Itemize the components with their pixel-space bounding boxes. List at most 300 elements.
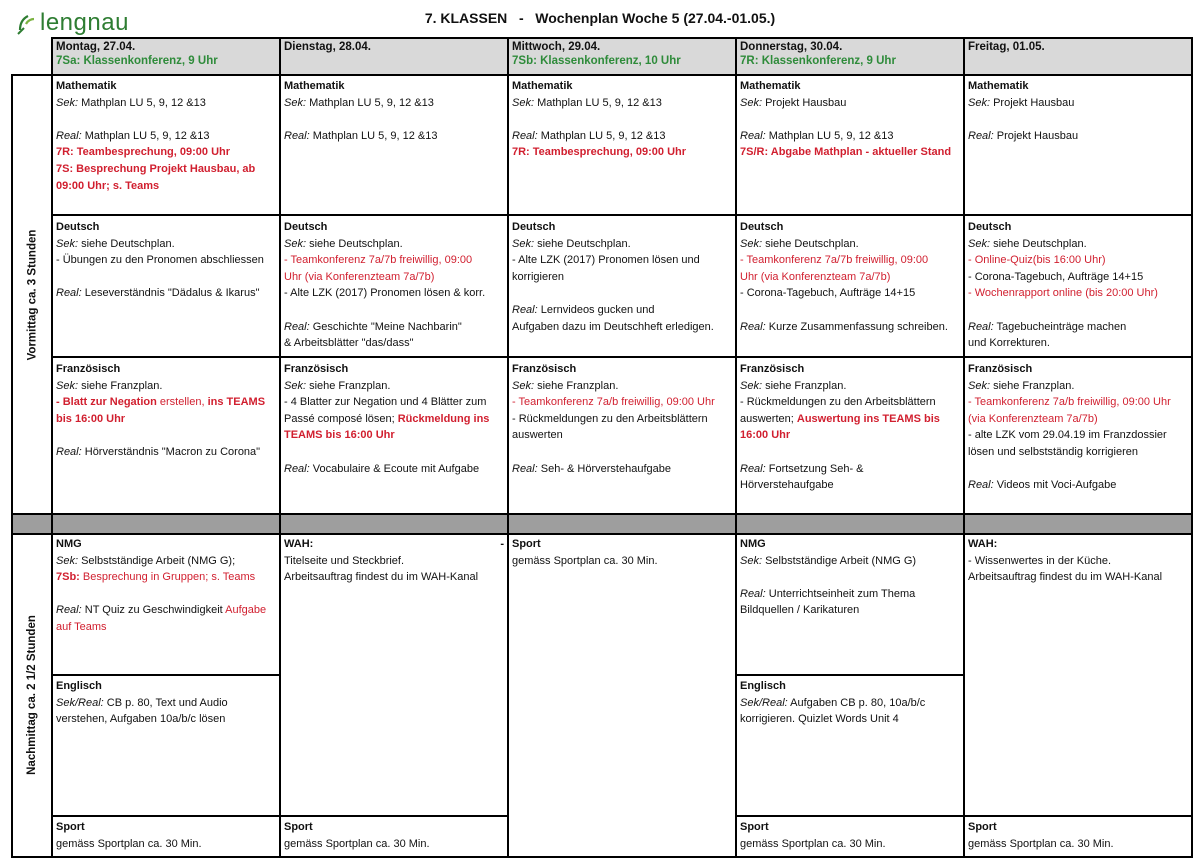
cell-line xyxy=(56,144,276,161)
cell-line xyxy=(740,95,960,112)
subject-title: WAH: xyxy=(968,538,998,550)
subject-title: Englisch xyxy=(740,680,786,692)
cell-friday-mathematik xyxy=(964,76,1192,214)
cell-line xyxy=(740,302,960,319)
cell-line xyxy=(968,378,1188,395)
cell-line xyxy=(968,128,1188,145)
text-segment: Mathplan LU 5, 9, 12 &13 xyxy=(81,129,210,142)
text-segment: - 4 Blatter zur Negation und 4 Blätter zum xyxy=(284,396,487,409)
text-segment: Sek: xyxy=(56,96,79,109)
grid-line xyxy=(51,37,1193,39)
cell-line xyxy=(284,269,504,286)
subject-title: Deutsch xyxy=(56,221,100,233)
text-segment: Bildquellen / Karikaturen xyxy=(740,604,860,617)
text-segment: erstellen, xyxy=(156,396,208,409)
cell-line xyxy=(512,302,732,319)
subject-title: Deutsch xyxy=(740,221,784,233)
text-segment: Sek: xyxy=(56,379,79,392)
subject-title: Sport xyxy=(740,821,769,833)
day-header-tuesday xyxy=(280,38,508,74)
subject-title-extra: - xyxy=(500,538,504,550)
text-segment: Sek: xyxy=(284,96,307,109)
text-segment: Real: xyxy=(512,129,538,142)
text-segment: - Teamkonferenz 7a/7b freiwillig, 09:00 xyxy=(284,254,473,267)
subject-title: Sport xyxy=(968,821,997,833)
cell-line xyxy=(56,711,276,728)
cell-line xyxy=(512,269,732,286)
text-segment: und Korrekturen. xyxy=(968,337,1050,350)
cell-line xyxy=(56,569,276,586)
cell-line xyxy=(968,836,1188,853)
text-segment: gemäss Sportplan ca. 30 Min. xyxy=(968,837,1114,850)
text-segment: siehe Deutschplan. xyxy=(534,237,631,250)
cell-line xyxy=(968,394,1188,411)
cell-line xyxy=(56,619,276,636)
cell-line xyxy=(968,285,1188,302)
cell-line xyxy=(968,553,1188,570)
text-segment: Projekt Hausbau xyxy=(993,129,1079,142)
subject-title: Französisch xyxy=(968,363,1033,375)
cell-line xyxy=(56,252,276,269)
cell-monday-mathematik xyxy=(52,76,280,214)
text-segment: - Teamkonferenz 7a/b freiwillig, 09:00 Uhr xyxy=(968,396,1171,409)
cell-line xyxy=(512,111,732,128)
subject-title: Sport xyxy=(284,821,313,833)
text-segment: Lernvideos gucken und xyxy=(537,303,655,316)
text-segment: - Rückmeldungen zu den Arbeitsblättern xyxy=(740,396,936,409)
text-segment: Mathplan LU 5, 9, 12 &13 xyxy=(534,96,662,109)
text-segment: - alte LZK vom 29.04.19 im Franzdossier xyxy=(968,429,1167,442)
grid-line xyxy=(11,513,1193,515)
cell-line xyxy=(56,553,276,570)
cell-line xyxy=(512,128,732,145)
cell-line xyxy=(56,695,276,712)
cell-friday-franzoesisch xyxy=(964,359,1192,513)
text-segment: Sek: xyxy=(968,379,991,392)
grid-line xyxy=(51,37,53,858)
cell-thursday-deutsch xyxy=(736,217,964,357)
cell-line xyxy=(740,378,960,395)
text-segment: Auswertung ins TEAMS bis xyxy=(796,412,940,425)
cell-line xyxy=(740,602,960,619)
cell-line xyxy=(512,319,732,336)
cell-line xyxy=(740,252,960,269)
cell-line xyxy=(284,569,504,586)
text-segment: Sek: xyxy=(740,379,763,392)
cell-friday-sport xyxy=(964,817,1192,857)
text-segment: 7Sb: xyxy=(56,571,80,584)
text-segment: Selbstständige Arbeit (NMG G) xyxy=(762,554,917,567)
text-segment: Unterrichtseinheit zum Thema xyxy=(765,587,916,600)
text-segment: 7R: Teambesprechung, 09:00 Uhr xyxy=(56,146,231,159)
side-label-afternoon xyxy=(12,534,52,856)
cell-line xyxy=(284,553,504,570)
text-segment: Real: xyxy=(968,320,994,333)
subject-title: Mathematik xyxy=(56,80,117,92)
cell-monday-sport xyxy=(52,817,280,857)
side-label-morning-text: Vormittag ca. 3 Stunden xyxy=(26,229,38,361)
text-segment: Geschichte "Meine Nachbarin" xyxy=(309,320,462,333)
cell-line xyxy=(56,394,276,411)
cell-line xyxy=(968,461,1188,478)
text-segment: Selbstständige Arbeit (NMG G); xyxy=(78,554,236,567)
cell-line xyxy=(56,161,276,178)
day-header-thursday xyxy=(736,38,964,74)
grid-line xyxy=(52,674,280,676)
cell-line xyxy=(512,461,732,478)
text-segment: TEAMS bis 16:00 Uhr xyxy=(284,429,395,442)
side-label-afternoon-text: Nachmittag ca. 2 1/2 Stunden xyxy=(26,615,39,775)
cell-line xyxy=(740,553,960,570)
text-segment: Passé composé lösen; xyxy=(284,412,398,425)
grid-line xyxy=(279,37,281,858)
cell-line xyxy=(284,461,504,478)
text-segment: Fortsetzung Seh- & xyxy=(765,462,864,475)
subject-title: Französisch xyxy=(284,363,349,375)
cell-line xyxy=(968,252,1188,269)
text-segment: bis 16:00 Uhr xyxy=(56,412,126,425)
cell-line xyxy=(968,95,1188,112)
text-segment: Tagebucheinträge machen xyxy=(993,320,1127,333)
cell-thursday-englisch xyxy=(736,676,964,814)
cell-line xyxy=(740,285,960,302)
grid-line xyxy=(52,214,1193,216)
cell-line xyxy=(512,378,732,395)
cell-wednesday-mathematik xyxy=(508,76,736,214)
text-segment: Real: xyxy=(512,303,538,316)
cell-line xyxy=(284,319,504,336)
cell-line xyxy=(56,411,276,428)
text-segment: Hörverständnis "Macron zu Corona" xyxy=(81,445,261,458)
cell-line xyxy=(284,335,504,352)
cell-line xyxy=(56,586,276,603)
text-segment: Leseverständnis "Dädalus & Ikarus" xyxy=(81,287,260,300)
cell-tuesday-deutsch xyxy=(280,217,508,357)
cell-line xyxy=(284,444,504,461)
cell-line xyxy=(968,411,1188,428)
cell-line xyxy=(512,411,732,428)
cell-line xyxy=(740,461,960,478)
cell-line xyxy=(512,553,732,570)
text-segment: - Wochenrapport online (bis 20:00 Uhr) xyxy=(968,287,1158,300)
grid-line xyxy=(507,37,509,858)
text-segment: - Alte LZK (2017) Pronomen lösen und xyxy=(512,254,700,267)
grid-line xyxy=(1191,37,1193,858)
day-header-friday xyxy=(964,38,1192,74)
text-segment: lösen und selbstständig korrigieren xyxy=(968,445,1138,458)
cell-line xyxy=(56,427,276,444)
cell-line xyxy=(284,427,504,444)
text-segment: Sek: xyxy=(284,237,307,250)
text-segment: korrigieren. Quizlet Words Unit 4 xyxy=(740,713,899,726)
cell-line xyxy=(740,711,960,728)
text-segment: auf Teams xyxy=(56,620,107,633)
text-segment: gemäss Sportplan ca. 30 Min. xyxy=(512,554,658,567)
text-segment: Sek: xyxy=(968,96,991,109)
day-date: Donnerstag, 30.04. xyxy=(740,41,843,53)
text-segment: Projekt Hausbau xyxy=(990,96,1075,109)
cell-line xyxy=(512,394,732,411)
text-segment: Sek: xyxy=(740,237,763,250)
cell-line xyxy=(512,285,732,302)
grid-line xyxy=(52,356,1193,358)
grid-line xyxy=(11,856,1193,858)
text-segment: Real: xyxy=(740,587,766,600)
day-note: 7Sb: Klassenkonferenz, 10 Uhr xyxy=(512,55,681,67)
subject-title: Sport xyxy=(512,538,541,550)
text-segment: siehe Franzplan. xyxy=(306,379,391,392)
cell-line xyxy=(56,128,276,145)
text-segment: siehe Franzplan. xyxy=(990,379,1075,392)
text-segment: Sek/Real: xyxy=(56,696,104,709)
cell-line xyxy=(512,95,732,112)
text-segment: Mathplan LU 5, 9, 12 &13 xyxy=(309,129,438,142)
subject-title: Deutsch xyxy=(512,221,556,233)
text-segment: siehe Deutschplan. xyxy=(78,237,175,250)
cell-line xyxy=(740,836,960,853)
subject-title: Mathematik xyxy=(740,80,801,92)
cell-line xyxy=(512,144,732,161)
day-header-wednesday xyxy=(508,38,736,74)
text-segment: Vocabulaire & Ecoute mit Aufgabe xyxy=(309,462,480,475)
lunch-divider-band xyxy=(12,514,1192,534)
text-segment: auswerten; xyxy=(740,412,797,425)
text-segment: siehe Deutschplan. xyxy=(762,237,859,250)
subject-title: NMG xyxy=(56,538,82,550)
day-note: 7R: Klassenkonferenz, 9 Uhr xyxy=(740,55,896,67)
text-segment: siehe Franzplan. xyxy=(762,379,847,392)
subject-title: Deutsch xyxy=(284,221,328,233)
cell-line xyxy=(56,378,276,395)
text-segment: - Alte LZK (2017) Pronomen lösen & korr. xyxy=(284,287,486,300)
cell-line xyxy=(284,302,504,319)
cell-monday-deutsch xyxy=(52,217,280,357)
text-segment: Uhr (via Konferenzteam 7a/7b) xyxy=(284,270,435,283)
cell-line xyxy=(968,427,1188,444)
grid-line xyxy=(735,37,737,858)
cell-line xyxy=(56,111,276,128)
cell-line xyxy=(968,569,1188,586)
subject-title: Mathematik xyxy=(968,80,1029,92)
text-segment: Mathplan LU 5, 9, 12 &13 xyxy=(78,96,206,109)
page-title: 7. KLASSEN - Wochenplan Woche 5 (27.04.-01.05.) xyxy=(424,10,776,26)
text-segment: Sek/Real: xyxy=(740,696,788,709)
cell-line xyxy=(284,95,504,112)
subject-title: Französisch xyxy=(740,363,805,375)
cell-thursday-sport xyxy=(736,817,964,857)
text-segment: - Corona-Tagebuch, Aufträge 14+15 xyxy=(740,287,916,300)
text-segment: Mathplan LU 5, 9, 12 &13 xyxy=(765,129,894,142)
text-segment: Real: xyxy=(284,462,310,475)
subject-title-text: WAH: xyxy=(284,538,314,550)
subject-title: Mathematik xyxy=(512,80,573,92)
cell-line xyxy=(968,236,1188,253)
text-segment: siehe Franzplan. xyxy=(78,379,163,392)
text-segment: - Teamkonferenz 7a/b freiwillig, 09:00 Uhr xyxy=(512,396,715,409)
cell-tuesday-wah xyxy=(280,534,508,814)
text-segment: - Corona-Tagebuch, Aufträge 14+15 xyxy=(968,270,1144,283)
text-segment: Projekt Hausbau xyxy=(762,96,847,109)
text-segment: 7S: Besprechung Projekt Hausbau, ab xyxy=(56,162,256,175)
text-segment: Mathplan LU 5, 9, 12 &13 xyxy=(537,129,666,142)
grid-line xyxy=(11,533,1193,535)
text-segment: Aufgabe xyxy=(225,604,267,617)
cell-line xyxy=(740,477,960,494)
text-segment: Real: xyxy=(740,462,766,475)
day-note: 7Sa: Klassenkonferenz, 9 Uhr xyxy=(56,55,218,67)
cell-line xyxy=(968,302,1188,319)
cell-line xyxy=(740,269,960,286)
cell-line xyxy=(740,586,960,603)
grid-line xyxy=(11,74,1193,76)
text-segment: 7R: Teambesprechung, 09:00 Uhr xyxy=(512,146,687,159)
text-segment: (via Konferenzteam 7a/7b) xyxy=(968,412,1098,425)
cell-monday-franzoesisch xyxy=(52,359,280,513)
cell-monday-englisch xyxy=(52,676,280,814)
cell-line xyxy=(284,111,504,128)
text-segment: - Wissenwertes in der Küche. xyxy=(968,554,1112,567)
grid-line xyxy=(736,674,964,676)
text-segment: Hörverstehaufgabe xyxy=(740,479,834,492)
subject-title: Mathematik xyxy=(284,80,345,92)
day-date: Freitag, 01.05. xyxy=(968,41,1045,53)
cell-line xyxy=(284,252,504,269)
cell-line xyxy=(740,144,960,161)
cell-line xyxy=(968,444,1188,461)
cell-line xyxy=(740,444,960,461)
cell-line xyxy=(56,178,276,195)
day-header-monday xyxy=(52,38,280,74)
text-segment: korrigieren xyxy=(512,270,564,283)
text-segment: Real: xyxy=(512,462,538,475)
cell-tuesday-franzoesisch xyxy=(280,359,508,513)
cell-line xyxy=(740,394,960,411)
text-segment: - Teamkonferenz 7a/7b freiwillig, 09:00 xyxy=(740,254,929,267)
cell-friday-wah xyxy=(964,534,1192,814)
text-segment: NT Quiz zu Geschwindigkeit xyxy=(81,604,226,617)
cell-line xyxy=(56,236,276,253)
text-segment: Sek: xyxy=(56,237,79,250)
subject-title: NMG xyxy=(740,538,766,550)
text-segment: Kurze Zusammenfassung schreiben. xyxy=(765,320,948,333)
text-segment: ins TEAMS xyxy=(207,396,266,409)
cell-thursday-mathematik xyxy=(736,76,964,214)
cell-line xyxy=(968,319,1188,336)
text-segment: siehe Deutschplan. xyxy=(306,237,403,250)
text-segment: siehe Deutschplan. xyxy=(990,237,1087,250)
cell-line xyxy=(740,111,960,128)
day-date: Mittwoch, 29.04. xyxy=(512,41,601,53)
cell-line xyxy=(284,378,504,395)
cell-line xyxy=(740,569,960,586)
text-segment: Real: xyxy=(740,129,766,142)
cell-line xyxy=(284,236,504,253)
text-segment: Sek: xyxy=(512,237,535,250)
text-segment: - Rückmeldungen zu den Arbeitsblättern xyxy=(512,412,708,425)
subject-title: Deutsch xyxy=(968,221,1012,233)
cell-line xyxy=(740,427,960,444)
text-segment: 16:00 Uhr xyxy=(740,429,791,442)
text-segment: Sek: xyxy=(740,96,763,109)
text-segment: Sek: xyxy=(512,96,535,109)
text-segment: & Arbeitsblätter "das/dass" xyxy=(284,337,414,350)
text-segment: Sek: xyxy=(968,237,991,250)
cell-line xyxy=(512,444,732,461)
text-segment: Sek: xyxy=(740,554,763,567)
brand-name: lengnau xyxy=(40,9,129,36)
cell-line xyxy=(740,695,960,712)
cell-line xyxy=(740,236,960,253)
text-segment: Arbeitsauftrag findest du im WAH-Kanal xyxy=(284,571,479,584)
cell-line xyxy=(284,411,504,428)
cell-line xyxy=(284,128,504,145)
cell-wednesday-deutsch xyxy=(508,217,736,357)
cell-tuesday-sport xyxy=(280,817,508,857)
text-segment: - Blatt zur Negation xyxy=(56,396,157,409)
text-segment: Sek: xyxy=(284,379,307,392)
text-segment: 09:00 Uhr; s. Teams xyxy=(56,179,160,192)
cell-line xyxy=(740,411,960,428)
text-segment: gemäss Sportplan ca. 30 Min. xyxy=(56,837,202,850)
text-segment: CB p. 80, Text und Audio xyxy=(103,696,228,709)
cell-line xyxy=(512,427,732,444)
cell-line xyxy=(56,602,276,619)
cell-line xyxy=(512,236,732,253)
grid-line xyxy=(11,74,13,858)
subject-title: Englisch xyxy=(56,680,102,692)
side-label-morning xyxy=(12,76,52,514)
text-segment: Arbeitsauftrag findest du im WAH-Kanal xyxy=(968,571,1163,584)
cell-wednesday-sport xyxy=(508,534,736,674)
text-segment: Videos mit Voci-Aufgabe xyxy=(993,479,1117,492)
cell-line xyxy=(740,319,960,336)
cell-line xyxy=(284,394,504,411)
cell-line xyxy=(56,444,276,461)
cell-wednesday-franzoesisch xyxy=(508,359,736,513)
text-segment: Sek: xyxy=(512,379,535,392)
cell-line xyxy=(56,95,276,112)
cell-line xyxy=(968,335,1188,352)
grid-line xyxy=(963,37,965,858)
text-segment: siehe Franzplan. xyxy=(534,379,619,392)
day-date: Dienstag, 28.04. xyxy=(284,41,371,53)
text-segment: Real: xyxy=(56,604,82,617)
text-segment: Seh- & Hörverstehaufgabe xyxy=(537,462,671,475)
day-date: Montag, 27.04. xyxy=(56,41,136,53)
cell-line xyxy=(512,252,732,269)
text-segment: Rückmeldung ins xyxy=(397,412,490,425)
subject-title: Französisch xyxy=(512,363,577,375)
cell-line xyxy=(968,477,1188,494)
text-segment: Aufgaben CB p. 80, 10a/b/c xyxy=(787,696,926,709)
text-segment: - Online-Quiz(bis 16:00 Uhr) xyxy=(968,254,1106,267)
text-segment: Real: xyxy=(56,287,82,300)
cell-line xyxy=(56,285,276,302)
text-segment: Mathplan LU 5, 9, 12 &13 xyxy=(306,96,434,109)
text-segment: Real: xyxy=(56,445,82,458)
cell-tuesday-mathematik xyxy=(280,76,508,214)
subject-title: Sport xyxy=(56,821,85,833)
cell-line xyxy=(56,269,276,286)
cell-line xyxy=(56,836,276,853)
text-segment: Real: xyxy=(56,129,82,142)
cell-line xyxy=(284,285,504,302)
text-segment: Real: xyxy=(740,320,766,333)
cell-friday-deutsch xyxy=(964,217,1192,357)
text-segment: Real: xyxy=(284,129,310,142)
text-segment: verstehen, Aufgaben 10a/b/c lösen xyxy=(56,713,226,726)
text-segment: Titelseite und Steckbrief. xyxy=(284,554,405,567)
